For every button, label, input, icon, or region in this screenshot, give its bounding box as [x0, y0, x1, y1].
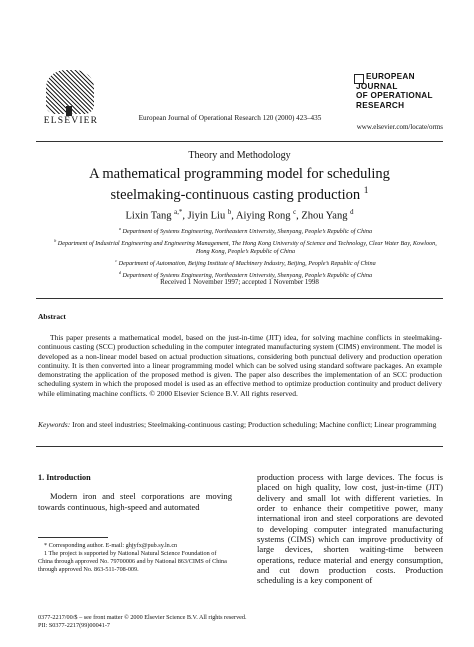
author-mark: b: [227, 209, 232, 216]
footnote-funding: 1 The project is supported by National Natural Science Foundation of China through approved No. 79700006 and by National 863/CIMS of China through approved No. 863-511-708-009.: [38, 550, 227, 573]
author-name: Aiying Rong: [235, 210, 291, 222]
received-date: Received 1 November 1997; accepted 1 November 1998: [160, 278, 319, 286]
keywords: [38, 420, 442, 429]
footnote-corresponding: * Corresponding author. E-mail: ghjyfx@pub.sy.ln.cn: [44, 542, 178, 549]
author-mark: a,*: [174, 209, 183, 216]
header-rule: [36, 141, 443, 142]
author-mark: c: [293, 209, 297, 216]
abstract-text: This paper presents a mathematical model, based on the just-in-time (JIT) idea, for solving machine conflicts in steelmaking-continuous casting (SCC) production scheduling in the computer integrated manufacturing system (CIMS) environment. The model is developed as a non-linear model based on actual production situations, considering both punctual delivery and production operation continuity. It is then converted into a linear programming model which can be solved using standard software packages. An example demonstrating the application of the proposed method is given. The paper also describes the implementation of an SCC production scheduling system in which the proposed model is used as an effective method to optimize production continuity and product delivery while eliminating machine conflicts. © 2000 Elsevier Science B.V. All rights reserved.: [38, 333, 442, 398]
pii-line: PII: S0377-2217(99)00041-7: [38, 622, 111, 629]
affiliation-text: Department of Systems Engineering, Northeastern University, Shenyang, People’s Republic of China: [122, 228, 373, 236]
journal-logo-line: RESEARCH: [356, 100, 405, 110]
abstract-top-rule: [36, 298, 443, 299]
affiliation-mark: a: [118, 226, 121, 231]
affiliation: [48, 237, 443, 257]
article-title: [36, 166, 443, 204]
affiliation-mark: b: [54, 237, 57, 243]
journal-logo-box-icon: [354, 74, 364, 84]
affiliation-text: Department of Systems Engineering, Northeastern University, Shenyang, People’s Republic of China: [122, 271, 373, 279]
section-heading: 1. Introduction: [38, 473, 91, 482]
journal-logo-line: OF OPERATIONAL: [356, 91, 433, 100]
keywords-text: Iron and steel industries; Steelmaking-continuous casting; Production scheduling; Machine conflict; Linear programming: [72, 420, 437, 429]
affiliation-mark: c: [115, 257, 118, 263]
author-name: Lixin Tang: [125, 210, 172, 222]
affiliation: [48, 225, 443, 237]
body-paragraph: Modern iron and steel corporations are moving towards continuous, high-speed and automated: [38, 491, 232, 512]
author-list: Lixin Tang $^{a,*}$, Jiyin Liu $^b$, Aiying Rong $^c$, Zhou Yang $^d$: [125, 209, 354, 222]
affiliation: [48, 257, 443, 269]
footnote-rule: [38, 537, 108, 538]
journal-logo-line: EUROPEAN: [366, 72, 415, 81]
journal-url: www.elsevier.com/locate/orms: [356, 123, 443, 131]
affiliation-text: Department of Automation, Beijing Institute of Machinery Industry, Beijing, People’s Republic of China: [118, 259, 376, 267]
issn-line: 0377-2217/00/$ – see front matter © 2000 Elsevier Science B.V. All rights reserved.: [38, 614, 247, 621]
affiliation-mark: d: [118, 269, 121, 275]
journal-logo-line: JOURNAL: [356, 81, 398, 91]
keywords-label: Keywords:: [38, 420, 71, 429]
title-line: A mathematical programming model for scheduling: [89, 166, 390, 182]
journal-reference: European Journal of Operational Research 120 (2000) 423–435: [138, 114, 322, 122]
body-paragraph: production process with large devices. The focus is placed on high quality, low cost, just-in-time (JIT) delivery and small lot with different varieties. In order to enhance their competitive power, many international iron and steel corporations are devoted to developing computer integrated manufacturing systems (CIMS) which can improve productivity of large devices, shorten waiting-time between operations, reduce material and energy consumption, and cut down production costs. Production scheduling is a key component of: [257, 472, 443, 586]
abstract-heading: Abstract: [38, 312, 66, 321]
abstract-bottom-rule: [36, 446, 443, 447]
affiliations: [48, 225, 443, 280]
title-footnote-mark: 1: [363, 186, 369, 196]
author-mark: d: [350, 209, 354, 216]
affiliation-text: Department of Industrial Engineering and Engineering Management, The Hong Kong University of Science and Technology, Clear Water Bay, Kowloon, Hong Kong, People’s Republic of China: [57, 239, 437, 256]
footnotes: [38, 542, 232, 574]
publisher-name: ELSEVIER: [43, 116, 99, 126]
copyright-meta: [38, 614, 298, 630]
author-name: Zhou Yang: [301, 210, 348, 222]
section-type: Theory and Methodology: [188, 150, 291, 161]
journal-logo: [356, 72, 446, 110]
author-name: Jiyin Liu: [187, 210, 226, 222]
title-line: steelmaking-continuous casting production: [110, 186, 361, 203]
